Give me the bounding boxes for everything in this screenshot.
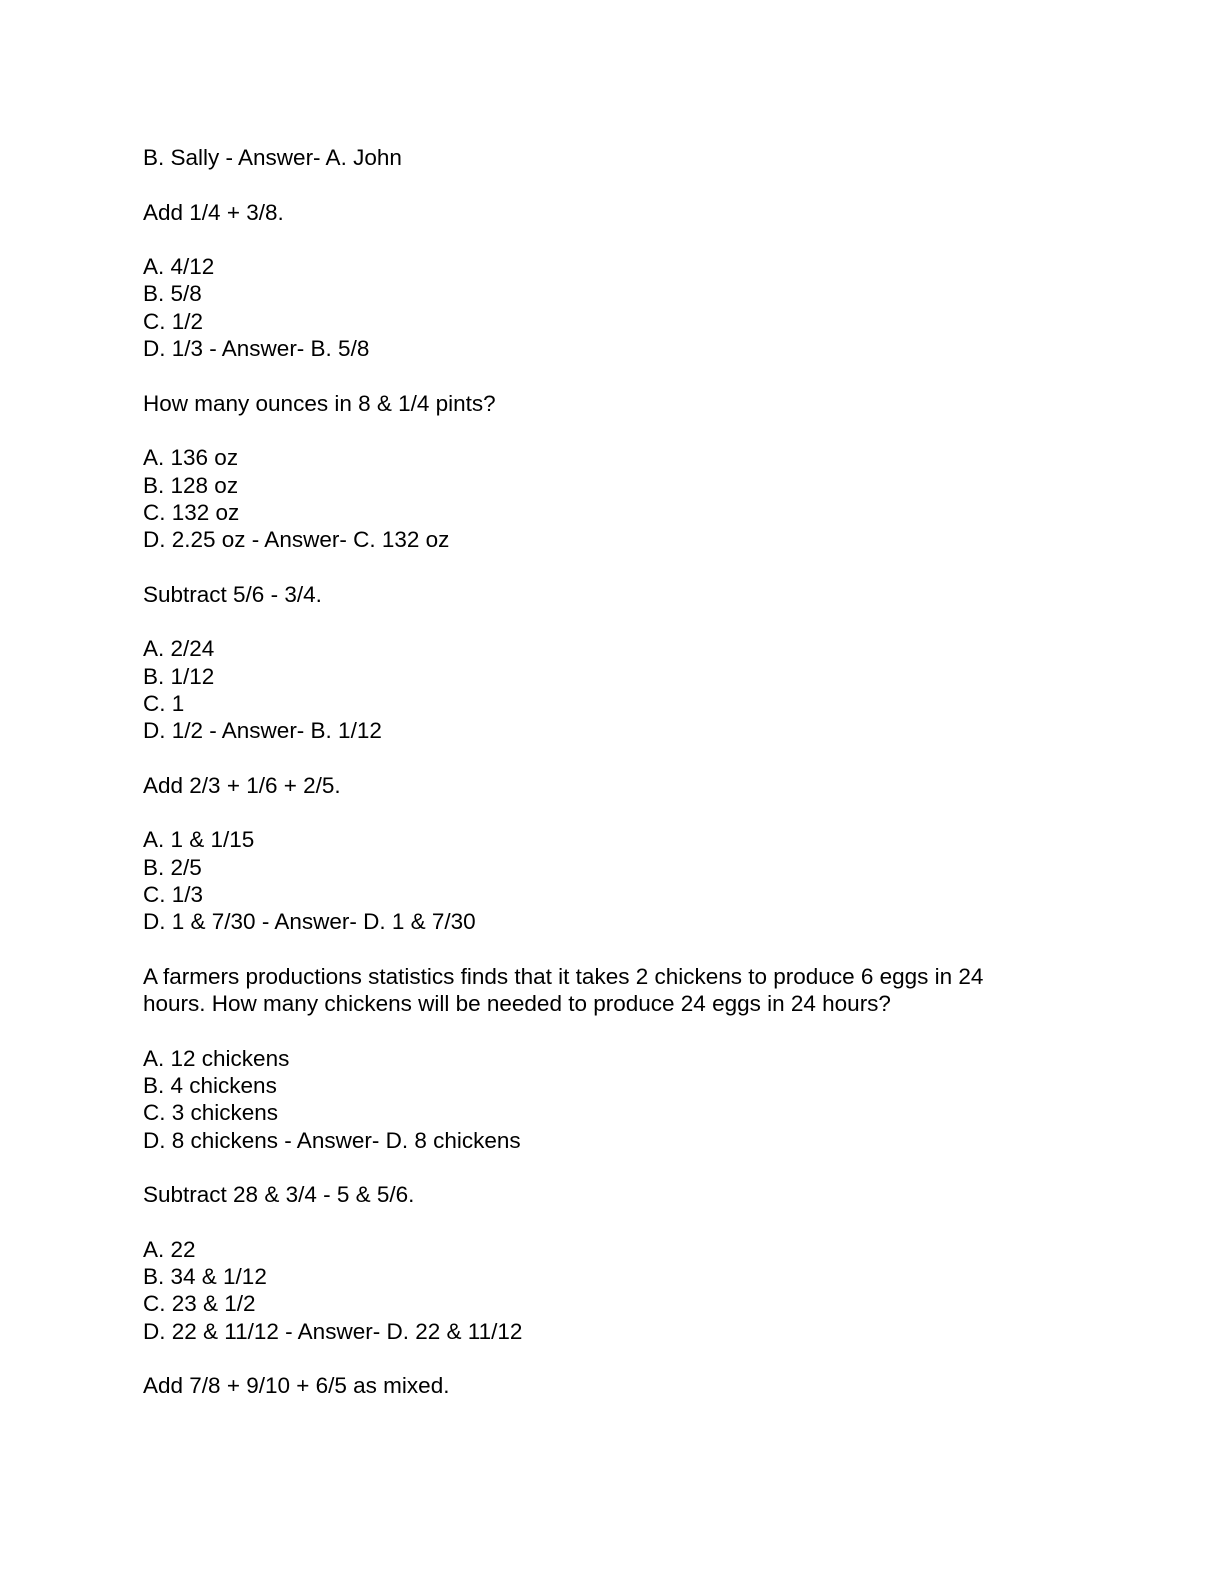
question-block bbox=[143, 1372, 1043, 1399]
option-b: B. 4 chickens bbox=[143, 1073, 277, 1099]
question-prompt: Add 1/4 + 3/8. bbox=[143, 199, 284, 225]
question-prompt: Add 7/8 + 9/10 + 6/5 as mixed. bbox=[143, 1373, 450, 1399]
spacer bbox=[143, 553, 1043, 580]
question-block bbox=[143, 199, 1043, 390]
option-d-with-answer: D. 1/2 - Answer- B. 1/12 bbox=[143, 718, 382, 744]
option-d-with-answer: D. 1 & 7/30 - Answer- D. 1 & 7/30 bbox=[143, 909, 476, 935]
option-a: A. 2/24 bbox=[143, 636, 215, 662]
question-prompt: Add 2/3 + 1/6 + 2/5. bbox=[143, 772, 341, 798]
spacer bbox=[143, 171, 1043, 198]
option-c: C. 1/3 bbox=[143, 882, 204, 908]
spacer bbox=[143, 1018, 1043, 1045]
spacer bbox=[143, 1209, 1043, 1236]
question-prompt: Subtract 28 & 3/4 - 5 & 5/6. bbox=[143, 1182, 415, 1208]
lead-in-answer: B. Sally - Answer- A. John bbox=[143, 145, 402, 170]
document-page bbox=[143, 144, 1043, 1400]
option-b: B. 34 & 1/12 bbox=[143, 1264, 267, 1290]
spacer bbox=[143, 1154, 1043, 1181]
option-d-with-answer: D. 1/3 - Answer- B. 5/8 bbox=[143, 336, 370, 362]
option-d-with-answer: D. 2.25 oz - Answer- C. 132 oz bbox=[143, 527, 450, 553]
option-c: C. 132 oz bbox=[143, 499, 240, 525]
option-a: A. 1 & 1/15 bbox=[143, 827, 255, 853]
option-a: A. 136 oz bbox=[143, 445, 239, 471]
option-d-with-answer: D. 22 & 11/12 - Answer- D. 22 & 11/12 bbox=[143, 1318, 523, 1344]
option-a: A. 22 bbox=[143, 1236, 196, 1262]
option-b: B. 5/8 bbox=[143, 281, 202, 307]
question-block bbox=[143, 1181, 1043, 1372]
option-b: B. 2/5 bbox=[143, 854, 202, 880]
option-b: B. 1/12 bbox=[143, 663, 215, 689]
option-b: B. 128 oz bbox=[143, 472, 239, 498]
spacer bbox=[143, 226, 1043, 253]
spacer bbox=[143, 362, 1043, 389]
spacer bbox=[143, 417, 1043, 444]
option-c: C. 1/2 bbox=[143, 308, 204, 334]
question-block bbox=[143, 390, 1043, 581]
option-a: A. 12 chickens bbox=[143, 1045, 290, 1071]
question-prompt: Subtract 5/6 - 3/4. bbox=[143, 581, 322, 607]
question-block bbox=[143, 963, 1043, 1181]
option-c: C. 23 & 1/2 bbox=[143, 1291, 256, 1317]
spacer bbox=[143, 745, 1043, 772]
option-d-with-answer: D. 8 chickens - Answer- D. 8 chickens bbox=[143, 1127, 521, 1153]
option-a: A. 4/12 bbox=[143, 254, 215, 280]
spacer bbox=[143, 1345, 1043, 1372]
spacer bbox=[143, 799, 1043, 826]
question-block bbox=[143, 581, 1043, 772]
question-prompt-line-2: hours. How many chickens will be needed to produce 24 eggs in 24 hours? bbox=[143, 991, 891, 1017]
option-c: C. 3 chickens bbox=[143, 1100, 279, 1126]
question-prompt: How many ounces in 8 & 1/4 pints? bbox=[143, 390, 496, 416]
option-c: C. 1 bbox=[143, 690, 185, 716]
spacer bbox=[143, 608, 1043, 635]
spacer bbox=[143, 936, 1043, 963]
question-prompt-line-1: A farmers productions statistics finds that it takes 2 chickens to produce 6 eggs in 24 bbox=[143, 963, 984, 989]
question-block bbox=[143, 772, 1043, 963]
